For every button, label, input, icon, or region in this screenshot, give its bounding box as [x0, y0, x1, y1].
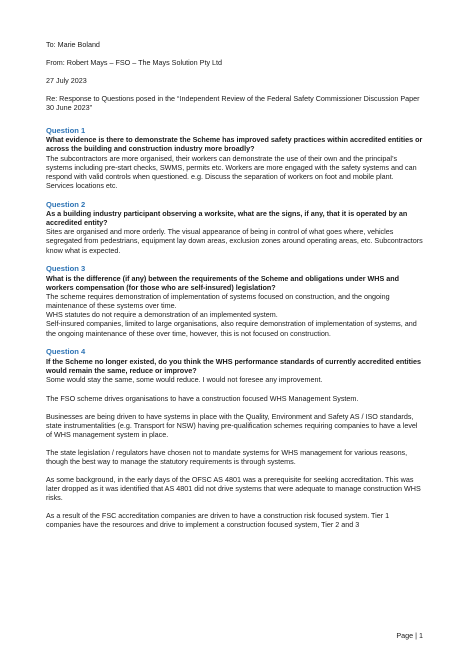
question-1-answer: The subcontractors are more organised, their workers can demonstrate the use of their own and the principal’s systems including pre-start checks, SWMS, permits etc. Workers are more engaged with the safety systems and can respond with valid controls when questioned. e.g. Discuss the separation of workers on foot and mobile plant. Services locations etc. — [46, 153, 417, 190]
question-4-answer: Some would stay the same, some would reduce. I would not foresee any improvement. — [46, 375, 323, 385]
question-4-section — [46, 347, 423, 384]
question-1-section — [46, 126, 423, 190]
question-3-heading: Question 3 — [46, 264, 86, 274]
question-3-answer-line-1: The scheme requires demonstration of implementation of systems focused on construction, and the ongoing maintenance of these systems over time. — [46, 292, 390, 311]
question-2-text: As a building industry participant observing a worksite, what are the signs, if any, that it is operated by an accredited entity? — [46, 209, 408, 228]
to-line: To: Marie Boland — [46, 40, 100, 49]
date-line: 27 July 2023 — [46, 76, 87, 85]
question-3-answer-line-3: Self-insured companies, limited to large organisations, also require demonstration of implementation of systems, and the ongoing maintenance of these over time, however, this is not focused on construction. — [46, 319, 417, 338]
body-paragraph: Businesses are being driven to have systems in place with the Quality, Environment and Safety AS / ISO standards, state instrumentalities (e.g. Transport for NSW) having pre-qualification schemes requiring companies to have a level of WHS management system in place. — [46, 411, 418, 440]
question-2-heading: Question 2 — [46, 199, 86, 209]
question-4-text: If the Scheme no longer existed, do you think the WHS performance standards of currently accredited entities would remain the same, reduce or improve? — [46, 356, 422, 375]
page-number: Page | 1 — [396, 631, 423, 640]
body-paragraph: As some background, in the early days of the OFSC AS 4801 was a prerequisite for seeking accreditation. This was later dropped as it was identified that AS 4801 did not drive systems that were adequate to manage construction WHS risks. — [46, 474, 421, 503]
question-1-text: What evidence is there to demonstrate the Scheme has improved safety practices within accredited entities or across the building and construction industry more broadly? — [46, 135, 423, 154]
re-line: Re: Response to Questions posed in the “Independent Review of the Federal Safety Commissioner Discussion Paper 30 June 2023” — [46, 94, 420, 113]
question-4-heading: Question 4 — [46, 347, 86, 357]
question-2-answer: Sites are organised and more orderly. The visual appearance of being in control of what goes where, vehicles segregated from pedestrians, equipment lay down areas, exclusion zones around operating areas, etc. Subcontractors know what is expected. — [46, 227, 423, 255]
from-line: From: Robert Mays – FSO – The Mays Solution Pty Ltd — [46, 58, 223, 67]
body-paragraph: The state legislation / regulators have chosen not to mandate systems for WHS management for various reasons, though the best way to manage the statutory requirements is through systems. — [46, 447, 408, 467]
question-1-heading: Question 1 — [46, 125, 86, 135]
body-paragraph: The FSO scheme drives organisations to have a construction focused WHS Management System. — [46, 393, 359, 403]
question-3-section — [46, 264, 423, 337]
question-2-section — [46, 200, 423, 255]
question-3-text: What is the difference (if any) between the requirements of the Scheme and obligations under WHS and workers compensation (for those who are self-insured) legislation? — [46, 273, 400, 293]
question-3-answer-line-2: WHS statutes do not require a demonstration of an implemented system. — [46, 310, 278, 320]
body-paragraph: As a result of the FSC accreditation companies are driven to have a construction risk focused system. Tier 1 companies have the resources and drive to implement a construction focused system, Tier 2 and 3 — [46, 511, 390, 530]
